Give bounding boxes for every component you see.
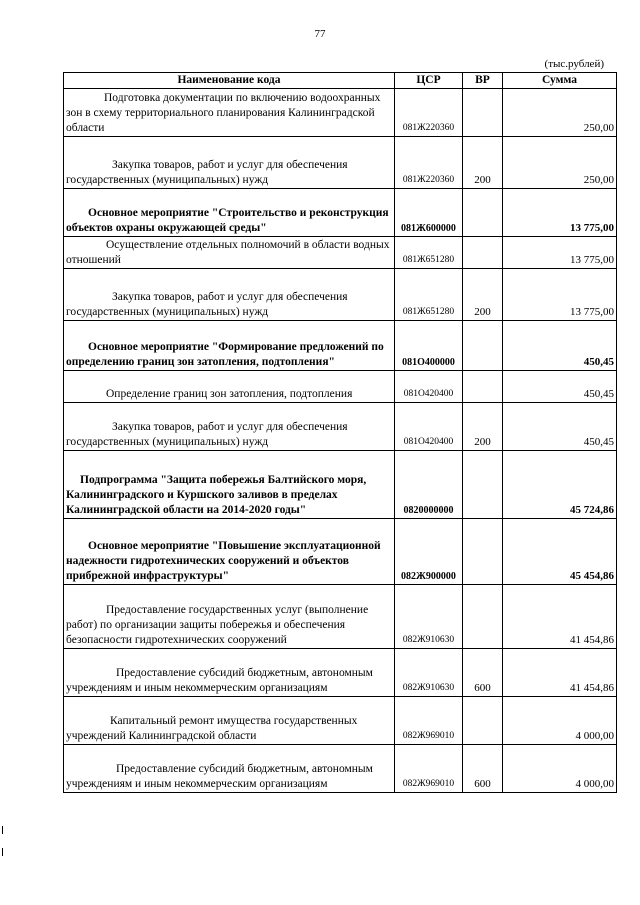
row-csr: 081О420400 — [395, 403, 463, 451]
row-csr: 082Ж969010 — [395, 697, 463, 745]
table-row — [64, 269, 617, 321]
row-csr: 081О400000 — [395, 321, 463, 371]
row-vr: 200 — [463, 403, 503, 451]
header-sum: Сумма — [503, 73, 617, 89]
row-sum: 450,45 — [503, 321, 617, 371]
row-name: Закупка товаров, работ и услуг для обеспечения государственных (муниципальных) нужд — [64, 137, 395, 189]
row-sum: 45 724,86 — [503, 451, 617, 519]
row-sum: 4 000,00 — [503, 745, 617, 793]
table-row — [64, 745, 617, 793]
row-name: Закупка товаров, работ и услуг для обеспечения государственных (муниципальных) нужд — [64, 403, 395, 451]
table-row — [64, 237, 617, 269]
table-row — [64, 371, 617, 403]
row-vr — [463, 237, 503, 269]
binding-edge-mark — [2, 826, 7, 834]
row-vr — [463, 89, 503, 137]
row-sum: 450,45 — [503, 371, 617, 403]
row-sum: 13 775,00 — [503, 269, 617, 321]
row-vr — [463, 697, 503, 745]
row-name: Подпрограмма "Защита побережья Балтийского моря, Калининградского и Куршского заливов в пределах Калининградской области на 2014-2020 годы" — [64, 451, 395, 519]
row-vr — [463, 189, 503, 237]
binding-edge-mark — [2, 848, 7, 856]
table-row — [64, 89, 617, 137]
row-name: Основное мероприятие "Строительство и реконструкция объектов охраны окружающей среды" — [64, 189, 395, 237]
row-sum: 450,45 — [503, 403, 617, 451]
table-row — [64, 451, 617, 519]
header-vr: ВР — [463, 73, 503, 89]
row-csr: 0820000000 — [395, 451, 463, 519]
row-name: Подготовка документации по включению водоохранных зон в схему территориального планирования Калининградской области — [64, 89, 395, 137]
row-csr: 081Ж220360 — [395, 137, 463, 189]
row-vr — [463, 519, 503, 585]
row-sum: 41 454,86 — [503, 585, 617, 649]
row-sum: 41 454,86 — [503, 649, 617, 697]
row-csr: 081Ж651280 — [395, 269, 463, 321]
row-sum: 13 775,00 — [503, 189, 617, 237]
row-csr: 081Ж220360 — [395, 89, 463, 137]
row-csr: 082Ж900000 — [395, 519, 463, 585]
table-row — [64, 189, 617, 237]
budget-table — [63, 72, 617, 793]
header-csr: ЦСР — [395, 73, 463, 89]
table-row — [64, 649, 617, 697]
row-csr: 081О420400 — [395, 371, 463, 403]
row-sum: 250,00 — [503, 137, 617, 189]
row-csr: 082Ж910630 — [395, 585, 463, 649]
row-name: Определение границ зон затопления, подтопления — [64, 371, 395, 403]
page-number: 77 — [314, 28, 326, 40]
row-name: Закупка товаров, работ и услуг для обеспечения государственных (муниципальных) нужд — [64, 269, 395, 321]
row-name: Капитальный ремонт имущества государственных учреждений Калининградской области — [64, 697, 395, 745]
table-row — [64, 321, 617, 371]
row-vr: 600 — [463, 649, 503, 697]
row-name: Основное мероприятие "Формирование предложений по определению границ зон затопления, подтопления" — [64, 321, 395, 371]
header-name: Наименование кода — [64, 73, 395, 89]
row-name: Предоставление субсидий бюджетным, автономным учреждениям и иным некоммерческим организациям — [64, 649, 395, 697]
row-sum: 13 775,00 — [503, 237, 617, 269]
row-sum: 4 000,00 — [503, 697, 617, 745]
row-name: Предоставление субсидий бюджетным, автономным учреждениям и иным некоммерческим организациям — [64, 745, 395, 793]
table-row — [64, 585, 617, 649]
row-sum: 250,00 — [503, 89, 617, 137]
row-vr — [463, 321, 503, 371]
row-csr: 082Ж969010 — [395, 745, 463, 793]
table-row — [64, 519, 617, 585]
row-vr — [463, 371, 503, 403]
row-csr: 082Ж910630 — [395, 649, 463, 697]
row-name: Предоставление государственных услуг (выполнение работ) по организации защиты побережья и обеспечения безопасности гидротехнических сооружений — [64, 585, 395, 649]
table-row — [64, 403, 617, 451]
table-row — [64, 697, 617, 745]
row-name: Основное мероприятие "Повышение эксплуатационной надежности гидротехнических сооружений и объектов прибрежной инфраструктуры" — [64, 519, 395, 585]
unit-note: (тыс.рублей) — [544, 58, 604, 70]
table-header-row — [64, 73, 617, 89]
table-row — [64, 137, 617, 189]
row-vr — [463, 451, 503, 519]
row-vr — [463, 585, 503, 649]
row-csr: 081Ж600000 — [395, 189, 463, 237]
row-vr: 200 — [463, 269, 503, 321]
row-name: Осуществление отдельных полномочий в области водных отношений — [64, 237, 395, 269]
row-vr: 600 — [463, 745, 503, 793]
row-csr: 081Ж651280 — [395, 237, 463, 269]
row-vr: 200 — [463, 137, 503, 189]
row-sum: 45 454,86 — [503, 519, 617, 585]
